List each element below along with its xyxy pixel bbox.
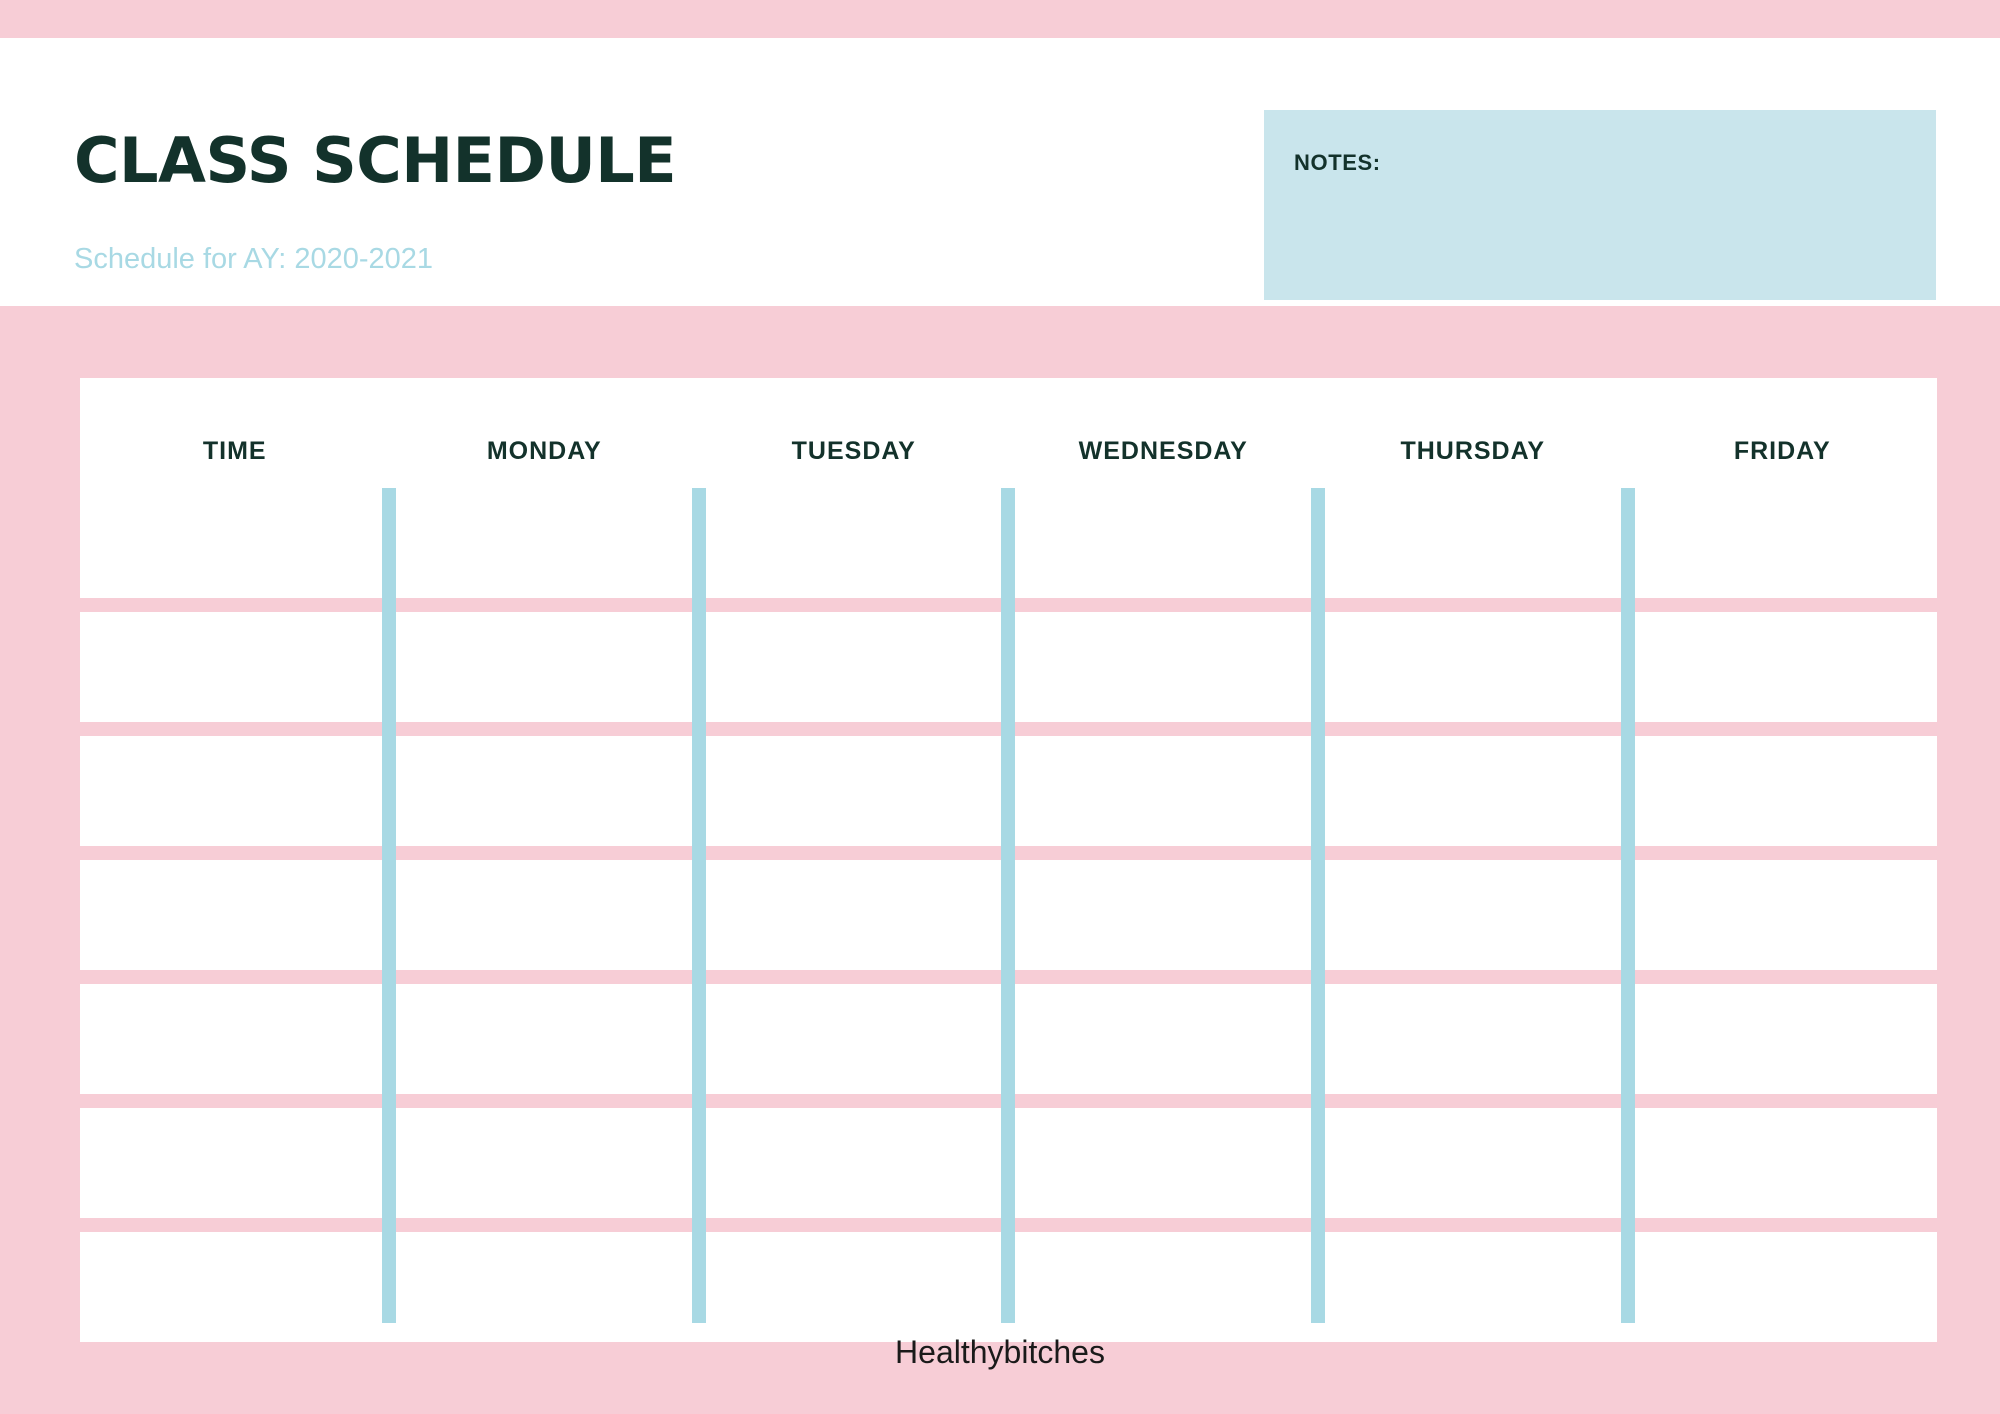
cell-thursday[interactable]	[1318, 736, 1628, 846]
cell-friday[interactable]	[1628, 1108, 1938, 1218]
column-header-monday: MONDAY	[486, 437, 602, 465]
cell-thursday[interactable]	[1318, 612, 1628, 722]
cell-monday[interactable]	[390, 984, 700, 1094]
cell-tuesday[interactable]	[699, 984, 1009, 1094]
cell-tuesday[interactable]	[699, 1108, 1009, 1218]
page-title: CLASS SCHEDULE	[74, 124, 677, 197]
schedule-table	[80, 378, 1937, 1323]
cell-monday[interactable]	[390, 1232, 700, 1342]
cell-wednesday[interactable]	[1009, 860, 1319, 970]
cell-thursday[interactable]	[1318, 488, 1628, 598]
cell-monday[interactable]	[390, 860, 700, 970]
column-divider	[692, 488, 706, 1323]
column-header-thursday: THURSDAY	[1400, 437, 1546, 465]
table-header-row	[80, 378, 1937, 488]
cell-time[interactable]	[80, 984, 390, 1094]
cell-friday[interactable]	[1628, 860, 1938, 970]
cell-friday[interactable]	[1628, 736, 1938, 846]
cell-friday[interactable]	[1628, 488, 1938, 598]
cell-time[interactable]	[80, 1232, 390, 1342]
top-pink-band	[0, 0, 2000, 38]
cell-wednesday[interactable]	[1009, 1108, 1319, 1218]
notes-label: NOTES:	[1294, 150, 1381, 175]
cell-thursday[interactable]	[1318, 984, 1628, 1094]
header-panel	[0, 38, 2000, 306]
column-divider	[1001, 488, 1015, 1323]
cell-monday[interactable]	[390, 1108, 700, 1218]
column-header-tuesday: TUESDAY	[791, 437, 916, 465]
cell-tuesday[interactable]	[699, 488, 1009, 598]
cell-time[interactable]	[80, 612, 390, 722]
column-header-time: TIME	[202, 437, 267, 465]
cell-wednesday[interactable]	[1009, 984, 1319, 1094]
cell-thursday[interactable]	[1318, 1108, 1628, 1218]
cell-monday[interactable]	[390, 736, 700, 846]
cell-time[interactable]	[80, 736, 390, 846]
cell-wednesday[interactable]	[1009, 736, 1319, 846]
cell-thursday[interactable]	[1318, 1232, 1628, 1342]
cell-friday[interactable]	[1628, 1232, 1938, 1342]
column-header-wednesday: WEDNESDAY	[1078, 437, 1248, 465]
cell-friday[interactable]	[1628, 612, 1938, 722]
cell-tuesday[interactable]	[699, 612, 1009, 722]
cell-thursday[interactable]	[1318, 860, 1628, 970]
cell-monday[interactable]	[390, 488, 700, 598]
cell-tuesday[interactable]	[699, 736, 1009, 846]
cell-tuesday[interactable]	[699, 860, 1009, 970]
cell-monday[interactable]	[390, 612, 700, 722]
cell-time[interactable]	[80, 1108, 390, 1218]
column-divider	[1311, 488, 1325, 1323]
notes-box[interactable]	[1264, 110, 1936, 300]
cell-time[interactable]	[80, 860, 390, 970]
cell-tuesday[interactable]	[699, 1232, 1009, 1342]
cell-wednesday[interactable]	[1009, 488, 1319, 598]
footer-brand: Healthybitches	[895, 1334, 1105, 1370]
column-divider	[382, 488, 396, 1323]
page-subtitle: Schedule for AY: 2020-2021	[74, 243, 434, 275]
cell-wednesday[interactable]	[1009, 612, 1319, 722]
column-divider	[1621, 488, 1635, 1323]
column-header-friday: FRIDAY	[1733, 437, 1831, 465]
cell-time[interactable]	[80, 488, 390, 598]
cell-wednesday[interactable]	[1009, 1232, 1319, 1342]
cell-friday[interactable]	[1628, 984, 1938, 1094]
